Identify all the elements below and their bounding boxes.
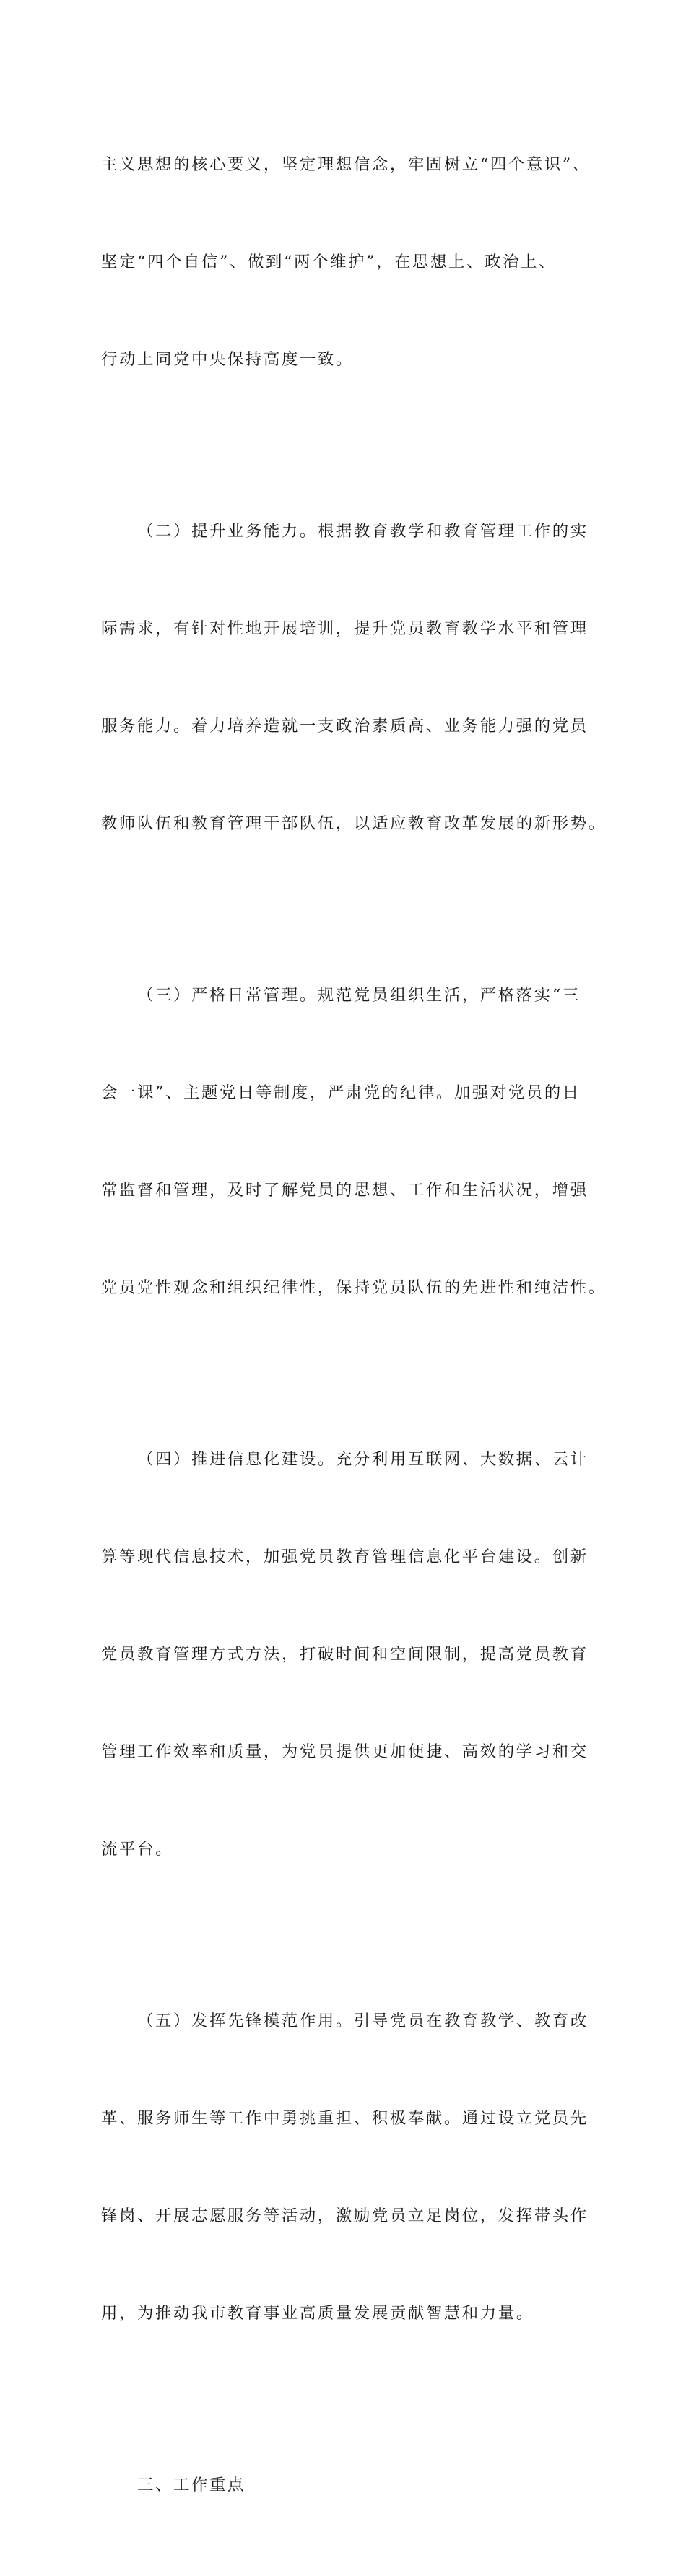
section-heading	[101, 2404, 599, 2567]
text-line: 行动上同党中央保持高度一致。	[101, 350, 354, 369]
paragraph-item-3	[101, 914, 607, 1369]
text-line: 锋岗、开展志愿服务等活动，激励党员立足岗位，发挥带头作	[101, 2206, 589, 2225]
text-line: 主义思想的核心要义，坚定理想信念，牢固树立“四个意识”、	[101, 155, 591, 174]
paragraph-item-5	[101, 1940, 599, 2395]
document-body	[101, 84, 607, 2576]
text-line: （四）推进信息化建设。充分利用互联网、大数据、云计	[137, 1450, 589, 1469]
text-line: 管理工作效率和质量，为党员提供更加便捷、高效的学习和交	[101, 1742, 589, 1761]
paragraph-item-2	[101, 450, 607, 905]
text-line: 教师队伍和教育管理干部队伍，以适应教育改革发展的新形势。	[101, 814, 607, 833]
text-line: （五）发挥先锋模范作用。引导党员在教育教学、教育改	[137, 2012, 589, 2030]
text-line: 服务能力。着力培养造就一支政治素质高、业务能力强的党员	[101, 717, 589, 735]
text-line: 坚定“四个自信”、做到“两个维护”，在思想上、政治上、	[101, 253, 557, 271]
text-line: （二）提升业务能力。根据教育教学和教育管理工作的实	[137, 522, 589, 541]
text-line: 流平台。	[101, 1840, 173, 1859]
text-line: 用，为推动我市教育事业高质量发展贡献智慧和力量。	[101, 2304, 534, 2323]
text-line: （三）严格日常管理。规范党员组织生活，严格落实“三	[137, 986, 581, 1005]
text-line: 常监督和管理，及时了解党员的思想、工作和生活状况，增强	[101, 1181, 589, 1200]
text-line: 会一课”、主题党日等制度，严肃党的纪律。加强对党员的日	[101, 1083, 581, 1102]
text-line: 算等现代信息技术，加强党员教育管理信息化平台建设。创新	[101, 1547, 589, 1566]
text-line: 际需求，有针对性地开展培训，提升党员教育教学水平和管理	[101, 619, 589, 638]
text-line: 党员党性观念和组织纪律性，保持党员队伍的先进性和纯洁性。	[101, 1278, 607, 1297]
text-line: 革、服务师生等工作中勇挑重担、积极奉献。通过设立党员先	[101, 2109, 589, 2128]
paragraph-item-4	[101, 1379, 599, 1931]
paragraph-continuation	[101, 84, 599, 441]
text-line: 党员教育管理方式方法，打破时间和空间限制，提高党员教育	[101, 1645, 589, 1664]
section-heading-text: 三、工作重点	[137, 2476, 246, 2494]
